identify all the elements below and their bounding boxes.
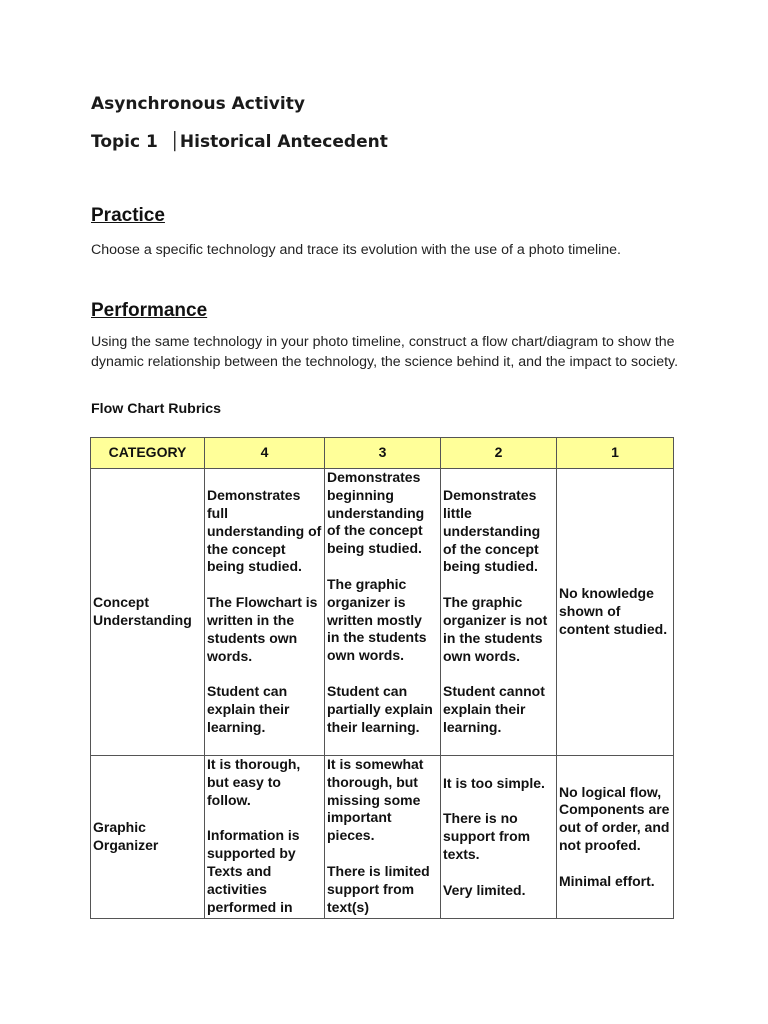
score-4-cell <box>205 756 325 919</box>
cell-text: Minimal effort. <box>559 872 655 889</box>
score-1-cell <box>557 469 674 756</box>
rubric-header-score-4: 4 <box>205 438 325 469</box>
cell-text: There is no support from texts. <box>443 810 531 862</box>
score-2-cell <box>441 469 557 756</box>
practice-title: Practice <box>91 205 165 226</box>
rubric-table <box>90 437 674 919</box>
cell-text: Very limited. <box>443 881 526 898</box>
cell-text: Demonstrates little understanding of the concept being studied. <box>443 487 541 575</box>
rubric-header-row <box>91 438 674 469</box>
rubric-row-graphic-organizer <box>91 756 674 919</box>
rubric-label: Flow Chart Rubrics <box>91 401 222 417</box>
cell-text: Demonstrates beginning understanding of the concept being studied. <box>327 469 425 557</box>
score-3-cell <box>325 469 441 756</box>
cell-text: Information is supported by Texts and activities performed in <box>207 827 300 915</box>
cell-content <box>207 756 322 916</box>
score-1-cell <box>557 756 674 919</box>
cell-text: It is too simple. <box>443 774 545 791</box>
rubric-header-category: CATEGORY <box>91 438 205 469</box>
performance-title: Performance <box>91 300 208 321</box>
cell-text: It is somewhat thorough, but missing some important pieces. <box>327 756 424 844</box>
score-3-cell <box>325 756 441 919</box>
rubric-header-score-3: 3 <box>325 438 441 469</box>
cell-text: Student can explain their learning. <box>207 683 290 735</box>
activity-heading: Asynchronous Activity <box>91 94 305 114</box>
score-4-cell <box>205 469 325 756</box>
cell-text: No logical flow, Components are out of order, and not proofed. <box>559 783 670 853</box>
topic-heading: Topic 1 │Historical Antecedent <box>91 132 388 152</box>
cell-text: Demonstrates full understanding of the concept being studied. <box>207 487 322 575</box>
cell-text: No knowledge shown of content studied. <box>559 585 668 637</box>
cell-text: Student cannot explain their learning. <box>443 683 545 735</box>
cell-text: The graphic organizer is not in the students own words. <box>443 594 548 664</box>
practice-text: Choose a specific technology and trace its evolution with the use of a photo timeline. <box>91 242 621 258</box>
cell-text: There is limited support from text(s) <box>327 862 430 915</box>
rubric-row-concept-understanding <box>91 469 674 756</box>
cell-text: Student can partially explain their learning. <box>327 682 433 735</box>
score-2-cell <box>441 756 557 919</box>
cell-text: The graphic organizer is written mostly in the students own words. <box>327 575 427 664</box>
cell-text: The Flowchart is written in the students own words. <box>207 594 318 664</box>
row-category-cell: Graphic Organizer <box>91 756 205 919</box>
rubric-header-score-2: 2 <box>441 438 557 469</box>
performance-text: Using the same technology in your photo timeline, construct a flow chart/diagram to show the dynamic relationship between the technology, the science behind it, and the impact to society. <box>91 334 679 370</box>
row-category-cell: Concept Understanding <box>91 469 205 756</box>
rubric-header-score-1: 1 <box>557 438 674 469</box>
cell-text: It is thorough, but easy to follow. <box>207 756 301 808</box>
